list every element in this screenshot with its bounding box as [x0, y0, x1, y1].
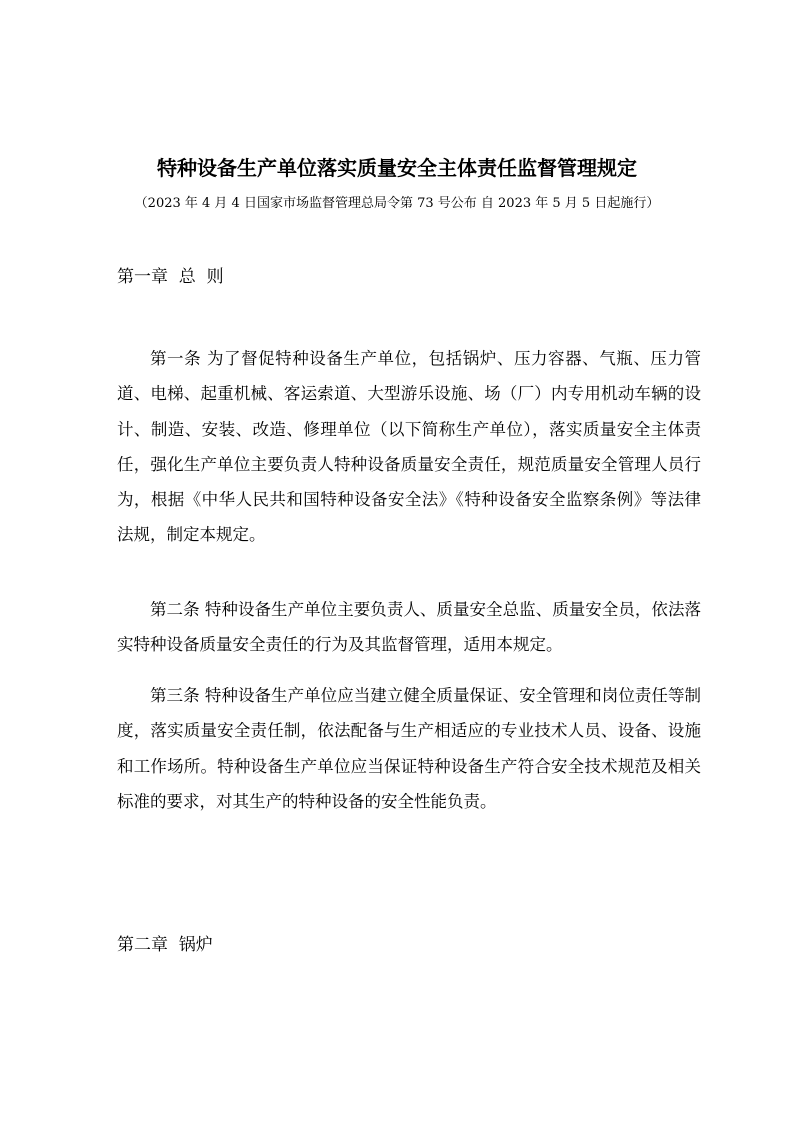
article-3: 第三条 特种设备生产单位应当建立健全质量保证、安全管理和岗位责任等制度，落实质量安全责任制，依法配备与生产相适应的专业技术人员、设备、设施和工作场所。特种设备生产单位应当保证特种设备生产符合安全技术规范及相关标准的要求，对其生产的特种设备的安全性能负责。 [117, 686, 701, 811]
article-1: 第一条 为了督促特种设备生产单位，包括锅炉、压力容器、气瓶、压力管道、电梯、起重机械、客运索道、大型游乐设施、场（厂）内专用机动车辆的设计、制造、安装、改造、修理单位（以下简称生产单位），落实质量安全主体责任，强化生产单位主要负责人特种设备质量安全责任，规范质量安全管理人员行为，根据《中华人民共和国特种设备安全法》《特种设备安全监察条例》等法律法规，制定本规定。 [117, 349, 701, 545]
chapter-heading-1: 第一章 总 则 [117, 267, 224, 287]
document-subtitle: （2023 年 4 月 4 日国家市场监督管理总局令第 73 号公布 自 2023 年 5 月 5 日起施行） [134, 196, 660, 211]
document-title: 特种设备生产单位落实质量安全主体责任监督管理规定 [157, 156, 637, 180]
article-2: 第二条 特种设备生产单位主要负责人、质量安全总监、质量安全员，依法落实特种设备质量安全责任的行为及其监督管理，适用本规定。 [117, 600, 701, 655]
chapter-heading-2: 第二章 锅炉 [117, 935, 213, 955]
